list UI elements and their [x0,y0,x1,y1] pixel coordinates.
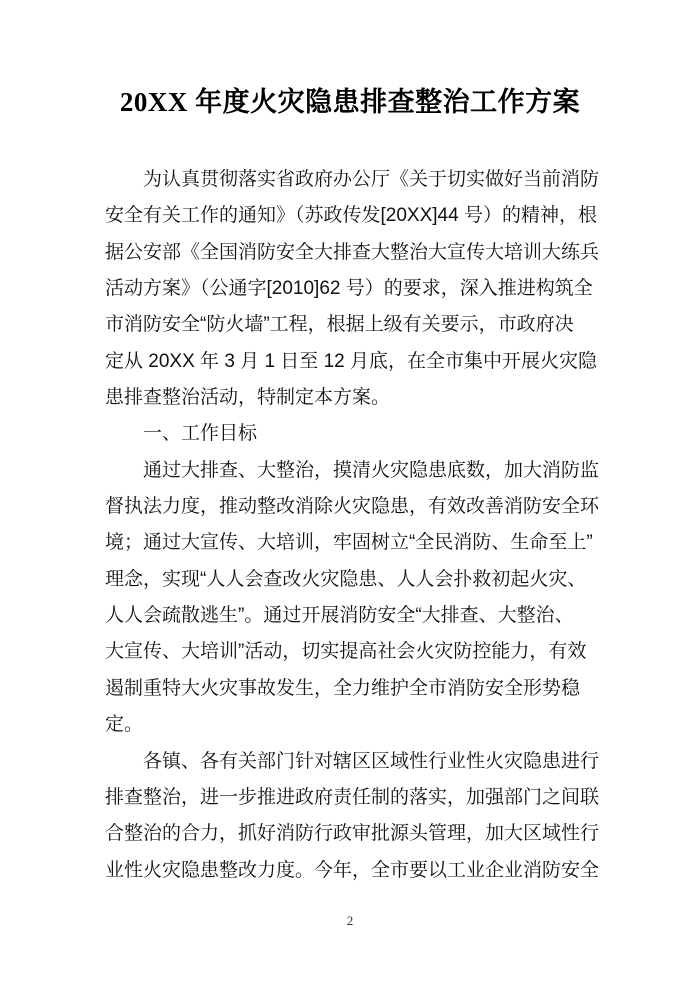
text-line: 各镇、各有关部门针对辖区区域性行业性火灾隐患进行 [143,750,600,772]
text-line: 为认真贯彻落实省政府办公厅《关于切实做好当前消防 [143,169,600,190]
text-line: 定。 [105,714,144,736]
text-line: 据公安部《全国消防安全大排查大整治大宣传大培训大练兵 [105,241,600,263]
text-line: 市消防安全“防火墙”工程，根据上级有关要示，市政府决 [105,314,574,336]
text-line: 大宣传、大培训”活动，切实提高社会火灾防控能力，有效 [105,641,587,663]
page-number: 2 [346,913,354,928]
text-line: 境；通过大宣传、大培训，牢固树立“全民消防、生命至上” [105,532,593,554]
text-line: 遏制重特大火灾事故发生，全力维护全市消防安全形势稳 [105,677,581,699]
text-line: 排查整治，进一步推进政府责任制的落实，加强部门之间联 [105,786,600,808]
text-line: 合整治的合力，抓好消防行政审批源头管理，加大区域性行 [105,823,600,845]
document-title: 20XX 年度火灾隐患排查整治工作方案 [119,87,581,117]
section-heading: 一、工作目标 [143,423,258,445]
text-line: 活动方案》（公通字[2010]62 号）的要求，深入推进构筑全 [105,278,593,300]
text-line: 督执法力度，推动整改消除火灾隐患，有效改善消防安全环 [105,496,600,518]
text-line: 理念，实现“人人会查改火灾隐患、人人会扑救初起火灾、 [105,568,587,590]
text-line: 业性火灾隐患整改力度。今年，全市要以工业企业消防安全 [105,859,600,881]
text-line: 患排查整治活动，特制定本方案。 [105,387,391,409]
text-line: 通过大排查、大整治，摸清火灾隐患底数，加大消防监 [143,459,600,481]
text-line: 人人会疏散逃生”。通过开展消防安全“大排查、大整治、 [105,605,574,627]
document-body [105,162,599,889]
text-line: 安全有关工作的通知》（苏政传发[20XX]44 号）的精神，根 [105,205,597,227]
text-line: 定从 20XX 年 3 月 1 日至 12 月底，在全市集中开展火灾隐 [105,350,597,372]
